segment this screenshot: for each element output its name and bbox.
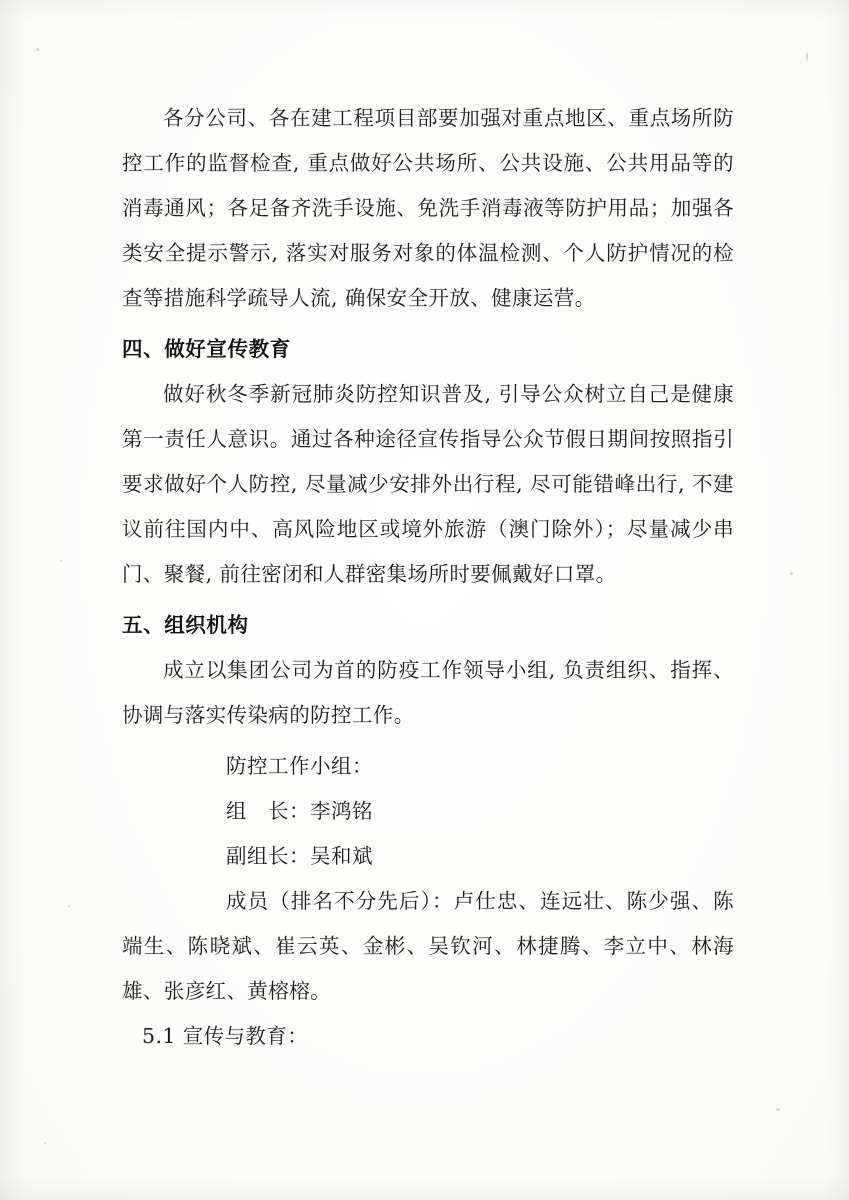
page-edge-shadow-right — [827, 0, 849, 1200]
document-body — [122, 96, 734, 1059]
section-heading-five: 五、组织机构 — [122, 613, 249, 637]
section-heading-four: 四、做好宣传教育 — [122, 337, 291, 361]
scan-speck — [68, 905, 70, 907]
page-edge-shadow-bottom — [0, 1176, 849, 1200]
page-edge-shadow-left — [0, 0, 26, 1200]
paragraph-publicity-education: 做好秋冬季新冠肺炎防控知识普及, 引导公众树立自己是健康第一责任人意识。通过各种途径宣传指导公众节假日期间按照指引要求做好个人防控, 尽量减少安排外出行程, 尽可能错峰出行, 不建议前往国内中、高风险地区或境外旅游（澳门除外）；尽量减少串门、聚餐, 前往密闭和人群密集场所时要佩戴好口罩。 — [122, 382, 734, 586]
subsection-5-1-publicity-education: 5.1 宣传与教育： — [142, 1024, 309, 1048]
paragraph-organization-setup: 成立以集团公司为首的防疫工作领导小组, 负责组织、指挥、协调与落实传染病的防控工作。 — [122, 658, 734, 727]
scan-speck — [44, 1142, 46, 1144]
paragraph-epidemic-control-inspection: 各分公司、各在建工程项目部要加强对重点地区、重点场所防控工作的监督检查, 重点做好公共场所、公共设施、公共用品等的消毒通风；各足备齐洗手设施、免洗手消毒液等防护用品；加强各类安全提示警示, 落实对服务对象的体温检测、个人防护情况的检查等措施科学疏导人流, 确保安全开放、健康运营。 — [122, 106, 734, 310]
page-edge-shadow-top — [0, 0, 849, 20]
scan-speck — [60, 560, 62, 562]
scan-speck — [776, 1108, 780, 1111]
scan-speck — [806, 52, 808, 61]
list-group-members: 成员（排名不分先后）：卢仕忠、连远壮、陈少强、陈端生、陈晓斌、崔云英、金彬、吴钦河、林捷腾、李立中、林海雄、张彦红、黄榕榕。 — [122, 889, 734, 1003]
label-deputy-group-leader: 副组长：吴和斌 — [226, 844, 373, 868]
label-control-working-group: 防控工作小组： — [226, 754, 373, 778]
label-group-leader: 组 长：李鸿铭 — [226, 799, 373, 823]
scan-speck — [36, 48, 39, 51]
scan-speck — [790, 572, 793, 575]
